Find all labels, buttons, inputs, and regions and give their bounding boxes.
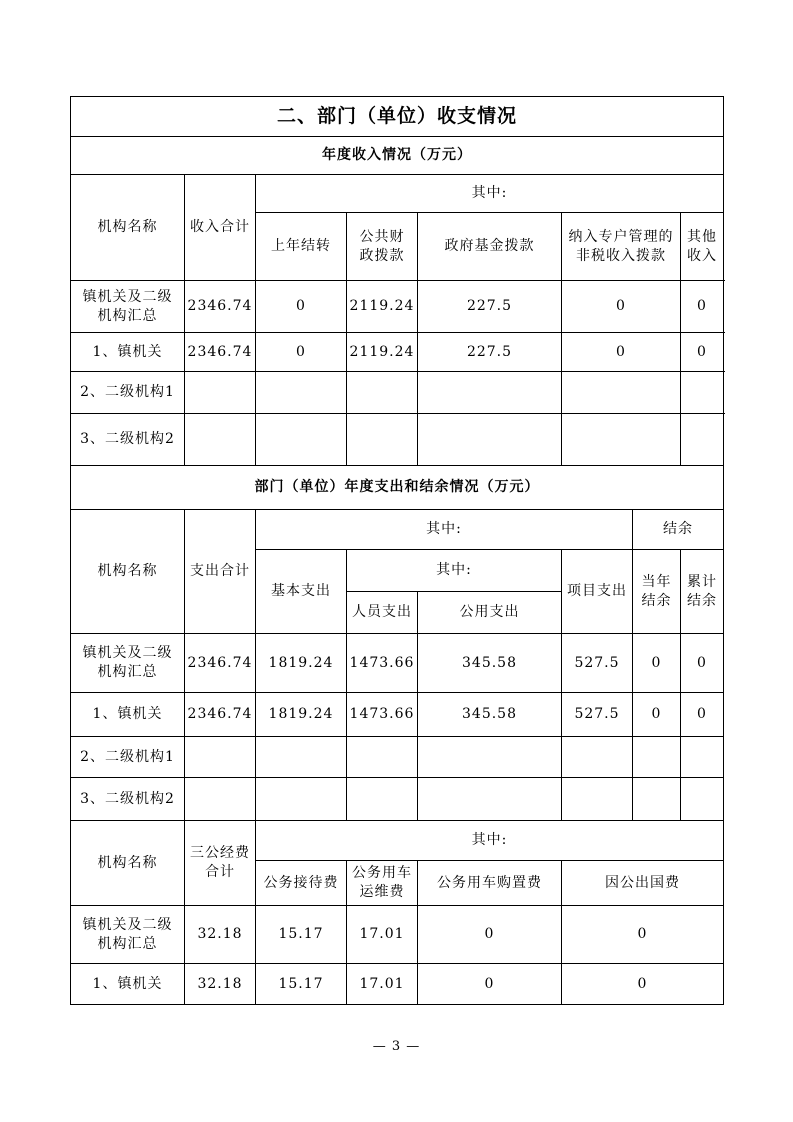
cell-chuguo: 0 (562, 964, 724, 1005)
cell-total: 2346.74 (185, 693, 256, 737)
table-row (71, 281, 724, 333)
income-col-shangnian: 上年结转 (256, 213, 347, 281)
income-col-qita: 其他 收入 (681, 213, 724, 281)
cell-total: 32.18 (185, 906, 256, 964)
row-name: 1、镇机关 (71, 333, 185, 372)
expense-section-title: 部门（单位）年度支出和结余情况（万元） (71, 466, 724, 510)
table-row (71, 414, 724, 466)
cell-renyuan: 1473.66 (347, 634, 418, 693)
income-col-gonggong: 公共财 政拨款 (347, 213, 418, 281)
row-name: 2、二级机构1 (71, 372, 185, 414)
cell-nashui: 0 (562, 281, 681, 333)
table-row (71, 906, 724, 964)
cell-gonggong: 2119.24 (347, 281, 418, 333)
cell-yunwei: 17.01 (347, 906, 418, 964)
cell-dangnian: 0 (633, 634, 681, 693)
row-name: 3、二级机构2 (71, 778, 185, 821)
row-name: 3、二级机构2 (71, 414, 185, 466)
cell-zhengfu: 227.5 (418, 281, 562, 333)
cell-zhengfu: 227.5 (418, 333, 562, 372)
page-number: — 3 — (372, 1039, 421, 1054)
expense-col-qizhong: 其中: (256, 510, 633, 550)
row-name: 镇机关及二级 机构汇总 (71, 906, 185, 964)
cell-chuguo: 0 (562, 906, 724, 964)
cell-gouzhi: 0 (418, 906, 562, 964)
income-col-qizhong: 其中: (256, 175, 724, 213)
row-name: 镇机关及二级 机构汇总 (71, 281, 185, 333)
income-col-zhengfu: 政府基金拨款 (418, 213, 562, 281)
expense-col-jieyu: 结余 (633, 510, 724, 550)
cell-gonggong: 2119.24 (347, 333, 418, 372)
income-col-nashui: 纳入专户管理的 非税收入拨款 (562, 213, 681, 281)
cell-shangnian: 0 (256, 333, 347, 372)
cell-total: 2346.74 (185, 281, 256, 333)
cell-total: 2346.74 (185, 333, 256, 372)
sangong-col-qizhong: 其中: (256, 821, 724, 861)
cell-xiangmu: 527.5 (562, 693, 633, 737)
expense-col-qizhong2: 其中: (347, 550, 562, 592)
sangong-col-name: 机构名称 (71, 821, 185, 906)
expense-col-total: 支出合计 (185, 510, 256, 634)
cell-jiedai: 15.17 (256, 906, 347, 964)
cell-jiben: 1819.24 (256, 693, 347, 737)
expense-col-gongyong: 公用支出 (418, 592, 562, 634)
cell-jiben: 1819.24 (256, 634, 347, 693)
sangong-col-gouzhi: 公务用车购置费 (418, 861, 562, 906)
cell-qita: 0 (681, 281, 724, 333)
expense-col-jiben: 基本支出 (256, 550, 347, 634)
cell-xiangmu: 527.5 (562, 634, 633, 693)
cell-leiji: 0 (681, 693, 724, 737)
expense-col-leiji: 累计 结余 (681, 550, 724, 634)
expense-col-dangnian: 当年 结余 (633, 550, 681, 634)
sangong-col-yunwei: 公务用车 运维费 (347, 861, 418, 906)
expense-col-name: 机构名称 (71, 510, 185, 634)
row-name: 镇机关及二级 机构汇总 (71, 634, 185, 693)
cell-qita: 0 (681, 333, 724, 372)
table-row (71, 737, 724, 778)
cell-gongyong: 345.58 (418, 693, 562, 737)
cell-renyuan: 1473.66 (347, 693, 418, 737)
cell-gouzhi: 0 (418, 964, 562, 1005)
sangong-col-chuguo: 因公出国费 (562, 861, 724, 906)
row-name: 1、镇机关 (71, 964, 185, 1005)
income-col-total: 收入合计 (185, 175, 256, 281)
table-row (71, 778, 724, 821)
budget-table (70, 96, 724, 1005)
cell-nashui: 0 (562, 333, 681, 372)
table-row (71, 693, 724, 737)
sangong-col-total: 三公经费 合计 (185, 821, 256, 906)
cell-jiedai: 15.17 (256, 964, 347, 1005)
table-row (71, 964, 724, 1005)
income-col-name: 机构名称 (71, 175, 185, 281)
cell-total: 2346.74 (185, 634, 256, 693)
cell-shangnian: 0 (256, 281, 347, 333)
row-name: 2、二级机构1 (71, 737, 185, 778)
table-row (71, 634, 724, 693)
table-row (71, 372, 724, 414)
expense-col-xiangmu: 项目支出 (562, 550, 633, 634)
table-row (71, 333, 724, 372)
income-section-title: 年度收入情况（万元） (71, 137, 724, 175)
cell-gongyong: 345.58 (418, 634, 562, 693)
row-name: 1、镇机关 (71, 693, 185, 737)
sangong-col-jiedai: 公务接待费 (256, 861, 347, 906)
expense-col-renyuan: 人员支出 (347, 592, 418, 634)
cell-total: 32.18 (185, 964, 256, 1005)
cell-leiji: 0 (681, 634, 724, 693)
cell-dangnian: 0 (633, 693, 681, 737)
page-title: 二、部门（单位）收支情况 (71, 97, 724, 137)
cell-yunwei: 17.01 (347, 964, 418, 1005)
